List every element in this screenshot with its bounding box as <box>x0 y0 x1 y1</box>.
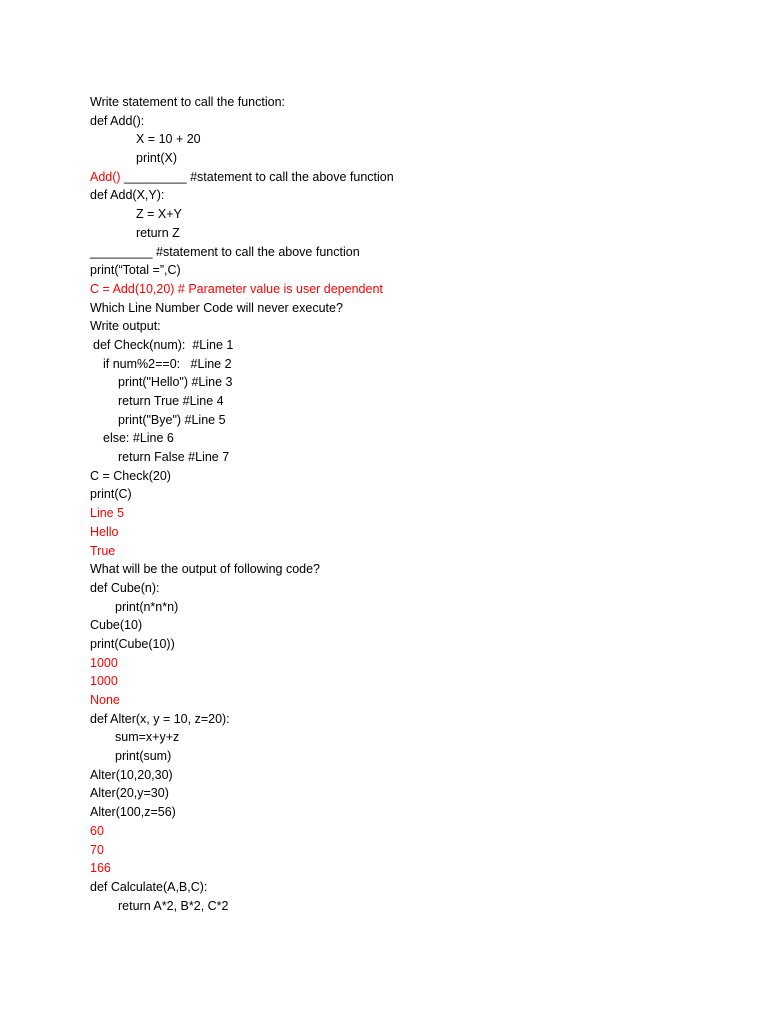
answer-line: 70 <box>90 842 104 857</box>
code-line: Z = X+Y <box>136 207 182 222</box>
code-line: def Add(): <box>90 113 145 128</box>
answer-line: 1000 <box>90 674 118 689</box>
code-line: Alter(100,z=56) <box>90 805 176 820</box>
code-line: print(Cube(10)) <box>90 636 175 651</box>
question-heading: Write statement to call the function: <box>90 95 286 109</box>
answer-line: None <box>90 693 120 707</box>
code-line: print(“Total =”,C) <box>90 263 181 278</box>
code-line: print("Hello") #Line 3 <box>118 375 233 390</box>
question-heading: Which Line Number Code will never execute? <box>90 300 343 315</box>
answer-line: C = Add(10,20) # Parameter value is user dependent <box>90 281 383 296</box>
code-line: return False #Line 7 <box>118 450 230 465</box>
code-line: X = 10 + 20 <box>136 132 201 147</box>
code-line: return True #Line 4 <box>118 394 224 408</box>
code-line: return A*2, B*2, C*2 <box>118 898 229 913</box>
code-line: print(n*n*n) <box>115 599 179 614</box>
answer-line: 60 <box>90 823 104 838</box>
answer-line: True <box>90 543 116 558</box>
answer-line <box>90 168 710 187</box>
code-line: def Alter(x, y = 10, z=20): <box>90 711 230 726</box>
code-line: if num%2==0: #Line 2 <box>103 356 232 371</box>
question-heading: What will be the output of following code? <box>90 562 320 577</box>
document-page <box>90 93 710 915</box>
code-line: def Check(num): #Line 1 <box>93 337 234 352</box>
answer-line: Line 5 <box>90 506 125 521</box>
code-line: sum=x+y+z <box>115 730 180 745</box>
code-line: _________ #statement to call the above function <box>90 244 360 259</box>
question-heading: Write output: <box>90 319 161 334</box>
code-line: print(C) <box>90 487 132 502</box>
code-line: print(sum) <box>115 749 172 764</box>
answer-line: 166 <box>90 861 111 876</box>
code-line: def Calculate(A,B,C): <box>90 879 208 894</box>
code-line: return Z <box>136 225 180 240</box>
code-line: else: #Line 6 <box>103 431 174 446</box>
code-line: Alter(20,y=30) <box>90 786 169 801</box>
answer-text: Add() <box>90 169 121 184</box>
code-line: print(X) <box>136 151 177 166</box>
answer-line: Hello <box>90 524 119 539</box>
code-line: C = Check(20) <box>90 468 171 483</box>
code-line: print("Bye") #Line 5 <box>118 412 226 427</box>
code-comment: _________ #statement to call the above function <box>120 169 394 184</box>
code-line: Cube(10) <box>90 618 143 633</box>
code-line: def Cube(n): <box>90 580 160 595</box>
code-line: Alter(10,20,30) <box>90 767 173 782</box>
answer-line: 1000 <box>90 655 118 670</box>
code-line: def Add(X,Y): <box>90 188 165 203</box>
